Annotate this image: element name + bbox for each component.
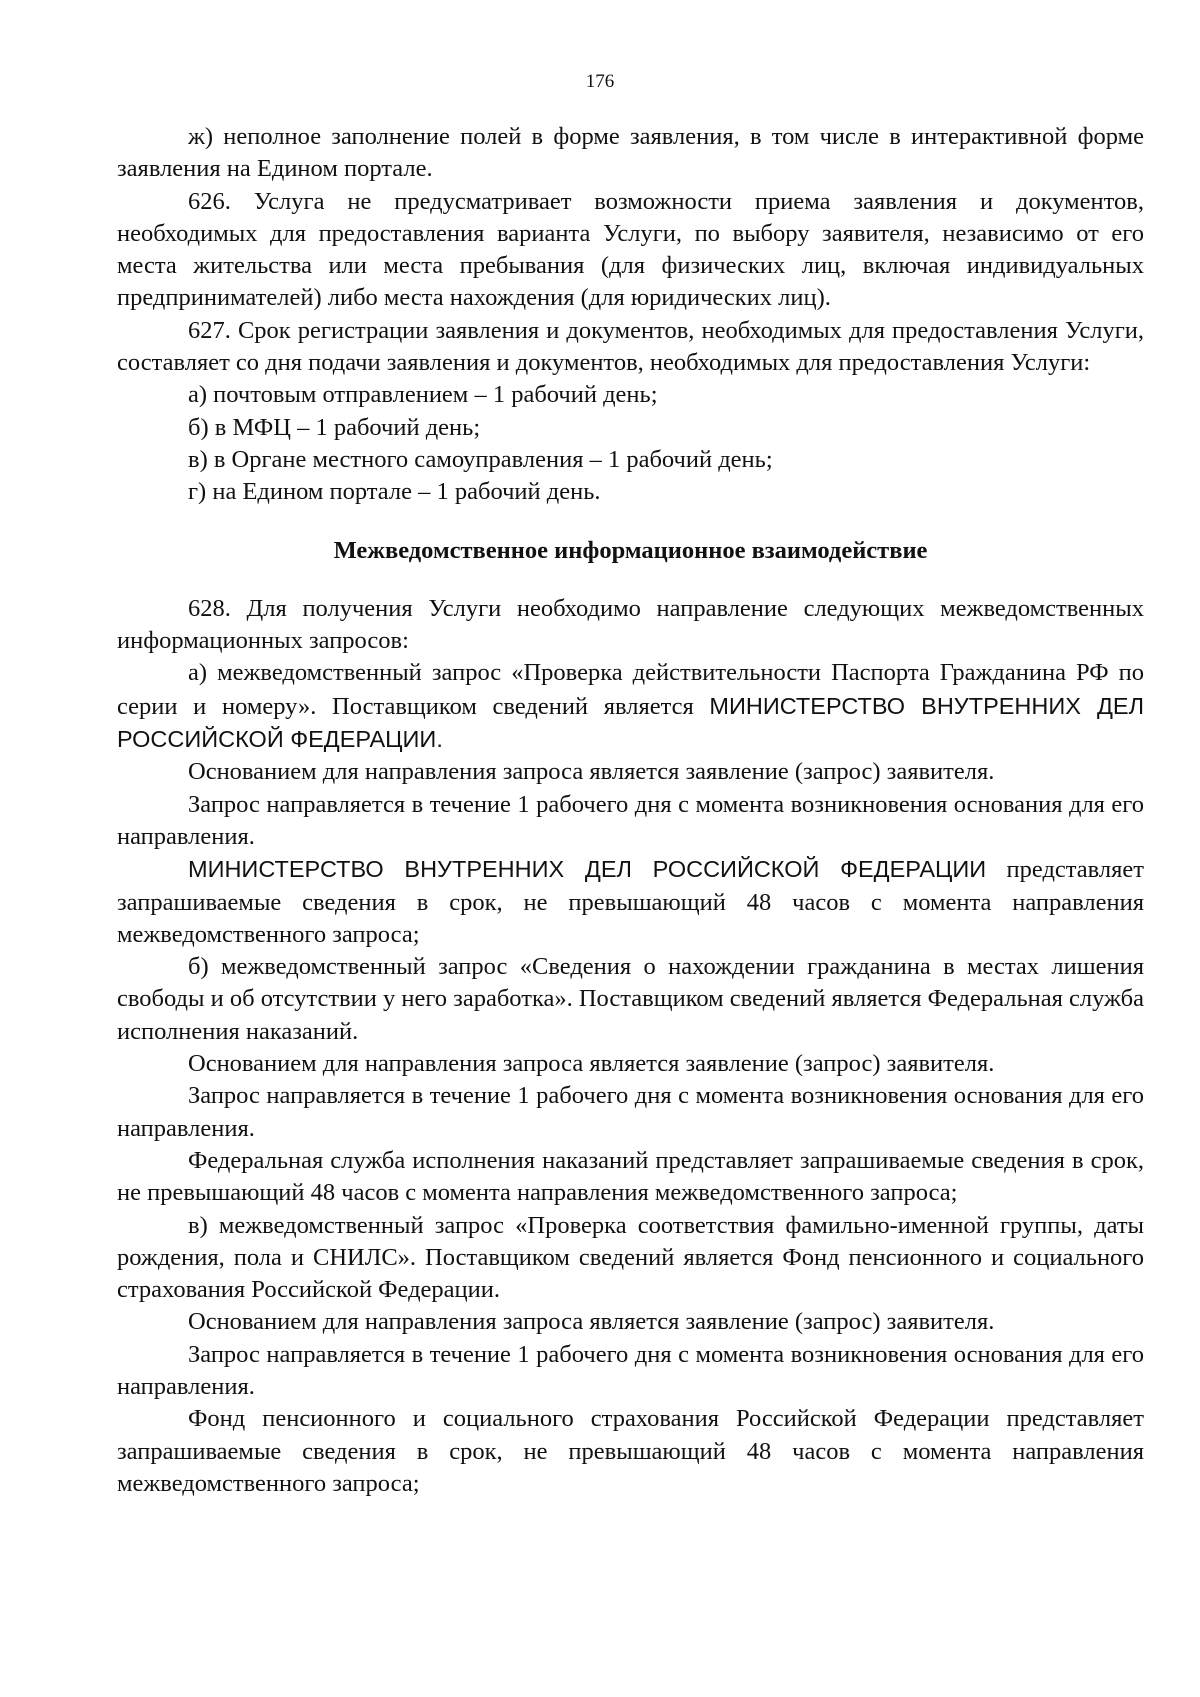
request-a-basis: Основанием для направления запроса является заявление (запрос) заявителя. [188,758,995,786]
request-v-provider-response: Фонд пенсионного и социального страхования Российской Федерации представляет запрашиваемые сведения в срок, не превышающий 48 часов с момента направления межведомственного запроса; [117,1405,1144,1497]
request-a-intro [117,657,1144,756]
page-number: 176 [585,71,615,92]
request-v-intro: в) межведомственный запрос «Проверка соответствия фамильно-именной группы, даты рождения, пола и СНИЛС». Поставщиком сведений является Фонд пенсионного и социального страхования Российской Федерации. [117,1211,1144,1304]
request-a-text: а) межведомственный запрос «Проверка действительности Паспорта Гражданина РФ по серии и номеру». Поставщиком сведений является [117,659,1144,720]
request-b-intro: б) межведомственный запрос «Сведения о нахождении гражданина в местах лишения свободы и об отсутствии у него заработка». Поставщиком сведений является Федеральная служба исполнения наказаний. [117,953,1144,1045]
provider-response-text: представляет запрашиваемые сведения в срок, не превышающий 48 часов с момента направления межведомственного запроса; [117,856,1144,948]
request-a-timing: Запрос направляется в течение 1 рабочего дня с момента возникновения основания для его направления. [117,790,1144,850]
section-heading: Межведомственное информационное взаимодействие [333,536,928,564]
list-item-a-postal: а) почтовым отправлением – 1 рабочий день; [188,381,658,409]
request-a-provider-response [117,853,1144,951]
provider-mvd: МИНИСТЕРСТВО ВНУТРЕННИХ ДЕЛ РОССИЙСКОЙ ФЕДЕРАЦИИ. [117,692,1145,753]
paragraph-628: 628. Для получения Услуги необходимо направление следующих межведомственных информационных запросов: [117,594,1144,655]
request-b-timing: Запрос направляется в течение 1 рабочего дня с момента возникновения основания для его направления. [117,1082,1144,1142]
paragraph-627: 627. Срок регистрации заявления и документов, необходимых для предоставления Услуги, составляет со дня подачи заявления и документов, необходимых для предоставления Услуги: [117,316,1144,377]
request-v-basis: Основанием для направления запроса является заявление (запрос) заявителя. [188,1308,995,1336]
request-b-provider-response: Федеральная служба исполнения наказаний представляет запрашиваемые сведения в срок, не превышающий 48 часов с момента направления межведомственного запроса; [117,1146,1144,1207]
request-b-basis: Основанием для направления запроса является заявление (запрос) заявителя. [188,1050,995,1078]
paragraph-626: 626. Услуга не предусматривает возможности приема заявления и документов, необходимых для предоставления варианта Услуги, по выбору заявителя, независимо от его места жительства или места пребывания (для физических лиц, включая индивидуальных предпринимателей) либо места нахождения (для юридических лиц). [117,187,1144,312]
list-item-b-mfc: б) в МФЦ – 1 рабочий день; [188,413,481,441]
provider-mvd-caps: МИНИСТЕРСТВО ВНУТРЕННИХ ДЕЛ РОССИЙСКОЙ ФЕДЕРАЦИИ [188,856,987,883]
request-v-timing: Запрос направляется в течение 1 рабочего дня с момента возникновения основания для его направления. [117,1340,1144,1400]
list-item-g-portal: г) на Едином портале – 1 рабочий день. [188,478,601,506]
document-body [117,121,1144,1500]
list-item-v-local-authority: в) в Органе местного самоуправления – 1 рабочий день; [188,445,773,473]
paragraph-item-zh: ж) неполное заполнение полей в форме заявления, в том числе в интерактивной форме заявления на Едином портале. [117,123,1144,183]
